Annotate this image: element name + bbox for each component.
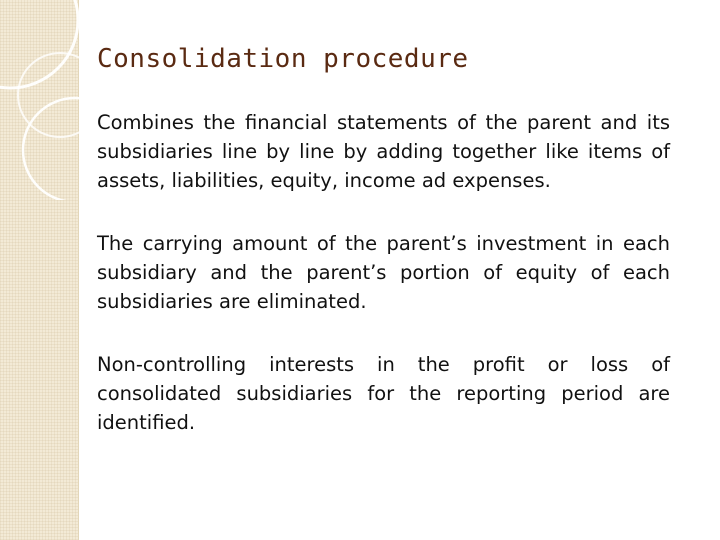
paragraph-elimination: The carrying amount of the parent’s investment in each subsidiary and the parent’s portion of equity of each subsidiaries are eliminated. (97, 232, 670, 313)
paragraph-non-controlling-interests: Non-controlling interests in the profit or loss of consolidated subsidiaries for the reporting period are identified. (97, 353, 670, 434)
slide-body (97, 108, 670, 471)
page-title: Consolidation procedure (97, 44, 469, 74)
paragraph-combining-statements: Combines the financial statements of the parent and its subsidiaries line by line by adding together like items of assets, liabilities, equity, income ad expenses. (97, 111, 670, 192)
